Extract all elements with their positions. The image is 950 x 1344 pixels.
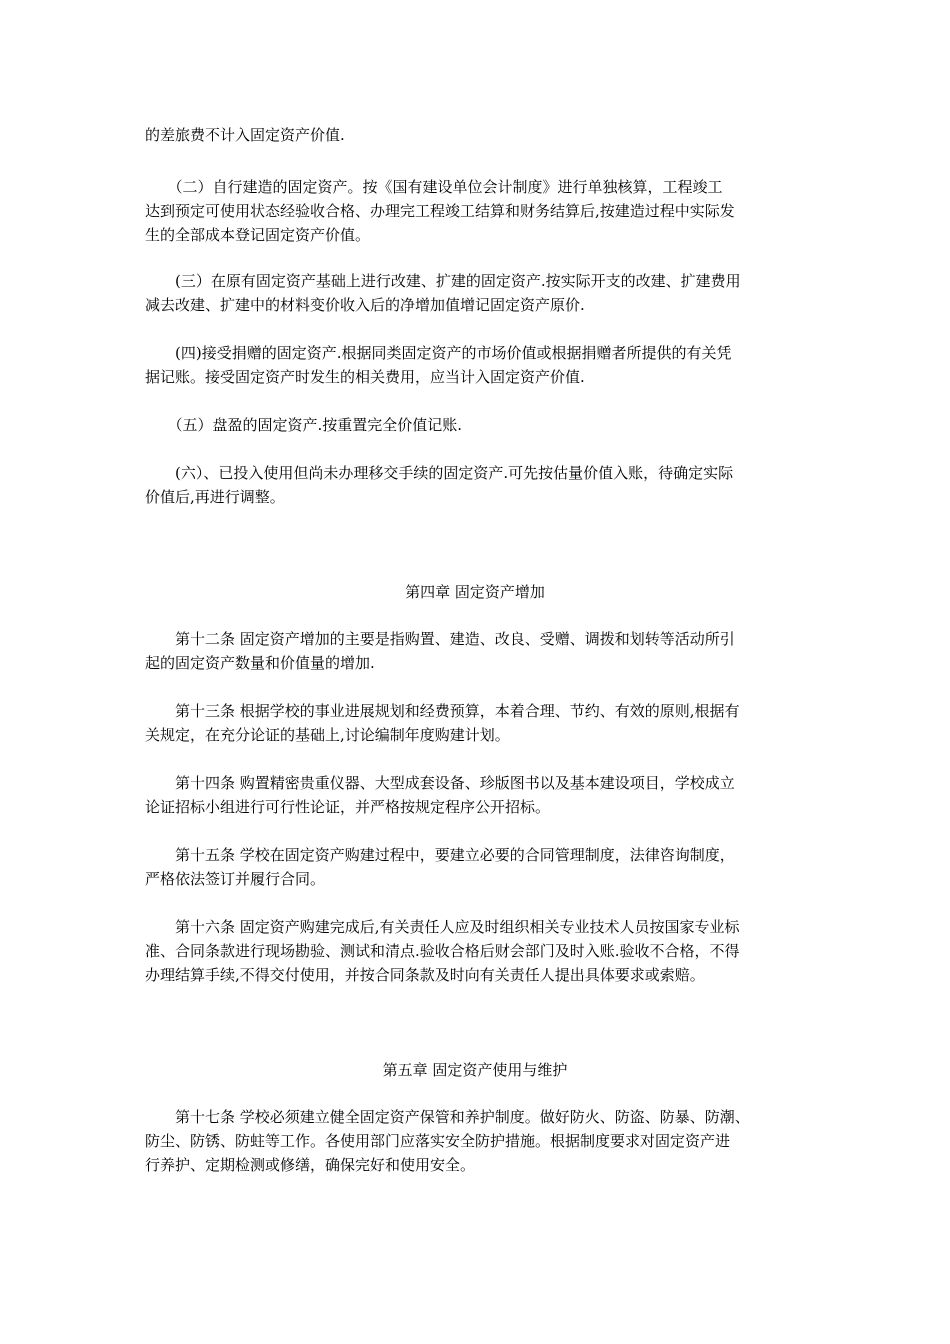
text-line: (四)接受捐赠的固定资产.根据同类固定资产的市场价值或根据捐赠者所提供的有关凭 xyxy=(145,344,732,362)
text-line: （二）自行建造的固定资产。按《国有建设单位会计制度》进行单独核算，工程竣工 xyxy=(145,178,723,196)
text-line: （五）盘盈的固定资产.按重置完全价值记账. xyxy=(145,416,463,434)
text-line: 的差旅费不计入固定资产价值. xyxy=(145,126,345,144)
paragraph xyxy=(145,699,807,747)
text-line: 价值后,再进行调整。 xyxy=(145,488,285,506)
text-line: (三）在原有固定资产基础上进行改建、扩建的固定资产.按实际开支的改建、扩建费用 xyxy=(145,272,741,290)
paragraph xyxy=(145,341,807,389)
paragraph xyxy=(145,771,807,819)
paragraph xyxy=(145,269,807,317)
text-line: 起的固定资产数量和价值量的增加. xyxy=(145,654,375,672)
text-line: 论证招标小组进行可行性论证，并严格按规定程序公开招标。 xyxy=(145,798,551,816)
paragraph xyxy=(145,413,807,437)
text-line: 准、合同条款进行现场勘验、测试和清点.验收合格后财会部门及时入账.验收不合格，不得 xyxy=(145,942,740,960)
text-line: (六）、已投入使用但尚未办理移交手续的固定资产.可先按估量价值入账，待确定实际 xyxy=(145,464,734,482)
chapter-heading: 第四章 固定资产增加 xyxy=(405,583,545,601)
text-line: 第十四条 购置精密贵重仪器、大型成套设备、珍版图书以及基本建设项目，学校成立 xyxy=(145,774,735,792)
text-line: 第十三条 根据学校的事业进展规划和经费预算，本着合理、节约、有效的原则,根据有 xyxy=(145,702,740,720)
text-line: 生的全部成本登记固定资产价值。 xyxy=(145,226,371,244)
paragraph xyxy=(145,1105,807,1177)
text-line: 严格依法签订并履行合同。 xyxy=(145,870,326,888)
paragraph xyxy=(145,175,807,247)
text-line: 第十七条 学校必须建立健全固定资产保管和养护制度。做好防火、防盗、防暴、防潮、 xyxy=(145,1108,750,1126)
text-line: 据记账。接受固定资产时发生的相关费用，应当计入固定资产价值. xyxy=(145,368,585,386)
paragraph xyxy=(145,627,807,675)
paragraph xyxy=(145,123,807,147)
text-line: 第十二条 固定资产增加的主要是指购置、建造、改良、受赠、调拨和划转等活动所引 xyxy=(145,630,735,648)
paragraph xyxy=(145,843,807,891)
chapter-heading: 第五章 固定资产使用与维护 xyxy=(382,1061,568,1079)
paragraph xyxy=(145,461,807,509)
text-line: 第十五条 学校在固定资产购建过程中，要建立必要的合同管理制度，法律咨询制度， xyxy=(145,846,735,864)
text-line: 办理结算手续,不得交付使用，并按合同条款及时向有关责任人提出具体要求或索赔。 xyxy=(145,966,705,984)
text-line: 第十六条 固定资产购建完成后,有关责任人应及时组织相关专业技术人员按国家专业标 xyxy=(145,918,740,936)
paragraph xyxy=(145,915,807,987)
text-line: 防尘、防锈、防蛀等工作。各使用部门应落实安全防护措施。根据制度要求对固定资产进 xyxy=(145,1132,731,1150)
text-line: 达到预定可使用状态经验收合格、办理完工程竣工结算和财务结算后,按建造过程中实际发 xyxy=(145,202,735,220)
text-line: 关规定，在充分论证的基础上,讨论编制年度购建计划。 xyxy=(145,726,510,744)
text-line: 行养护、定期检测或修缮，确保完好和使用安全。 xyxy=(145,1156,476,1174)
text-line: 减去改建、扩建中的材料变价收入后的净增加值增记固定资产原价. xyxy=(145,296,585,314)
